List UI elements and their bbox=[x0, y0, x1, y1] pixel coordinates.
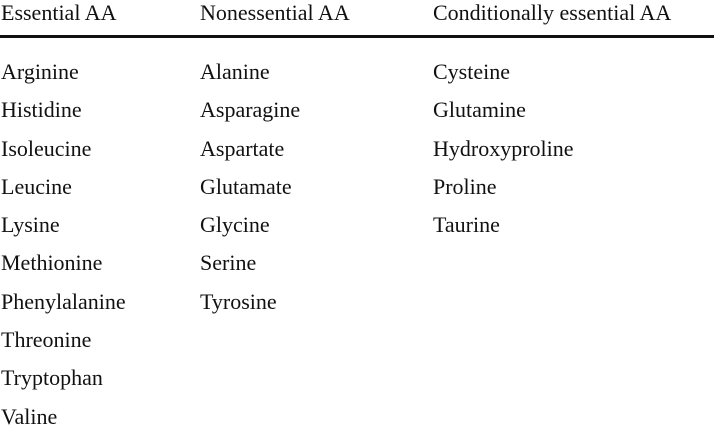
table-cell: Serine bbox=[200, 250, 257, 276]
column-essential bbox=[1, 53, 126, 436]
table-cell: Proline bbox=[433, 173, 497, 199]
table-cell: Valine bbox=[1, 403, 58, 429]
table-cell: Leucine bbox=[1, 173, 72, 199]
table-cell: Glutamate bbox=[200, 173, 292, 199]
table-cell: Alanine bbox=[200, 59, 270, 84]
table-header bbox=[0, 0, 714, 36]
header-nonessential: Nonessential AA bbox=[200, 0, 350, 25]
table-cell: Lysine bbox=[1, 212, 60, 238]
table-cell: Phenylalanine bbox=[1, 288, 126, 314]
header-essential: Essential AA bbox=[1, 0, 117, 25]
table-cell: Aspartate bbox=[200, 135, 285, 161]
header-divider bbox=[0, 35, 714, 38]
table-cell: Isoleucine bbox=[1, 135, 92, 161]
table-cell: Methionine bbox=[1, 250, 103, 276]
table-cell: Tyrosine bbox=[200, 288, 277, 314]
table-cell: Glycine bbox=[200, 212, 270, 238]
table-cell: Threonine bbox=[1, 327, 92, 353]
table-cell: Arginine bbox=[1, 59, 79, 84]
table-cell: Cysteine bbox=[433, 59, 510, 84]
table-cell: Asparagine bbox=[200, 97, 301, 123]
table-cell: Hydroxyproline bbox=[433, 135, 574, 161]
table-cell: Histidine bbox=[1, 97, 82, 123]
table-cell: Tryptophan bbox=[1, 365, 103, 391]
column-nonessential bbox=[200, 53, 300, 321]
header-conditionally-essential: Conditionally essential AA bbox=[433, 0, 672, 25]
column-conditionally-essential bbox=[433, 53, 574, 244]
table-cell: Glutamine bbox=[433, 97, 526, 123]
table-cell: Taurine bbox=[433, 212, 500, 238]
